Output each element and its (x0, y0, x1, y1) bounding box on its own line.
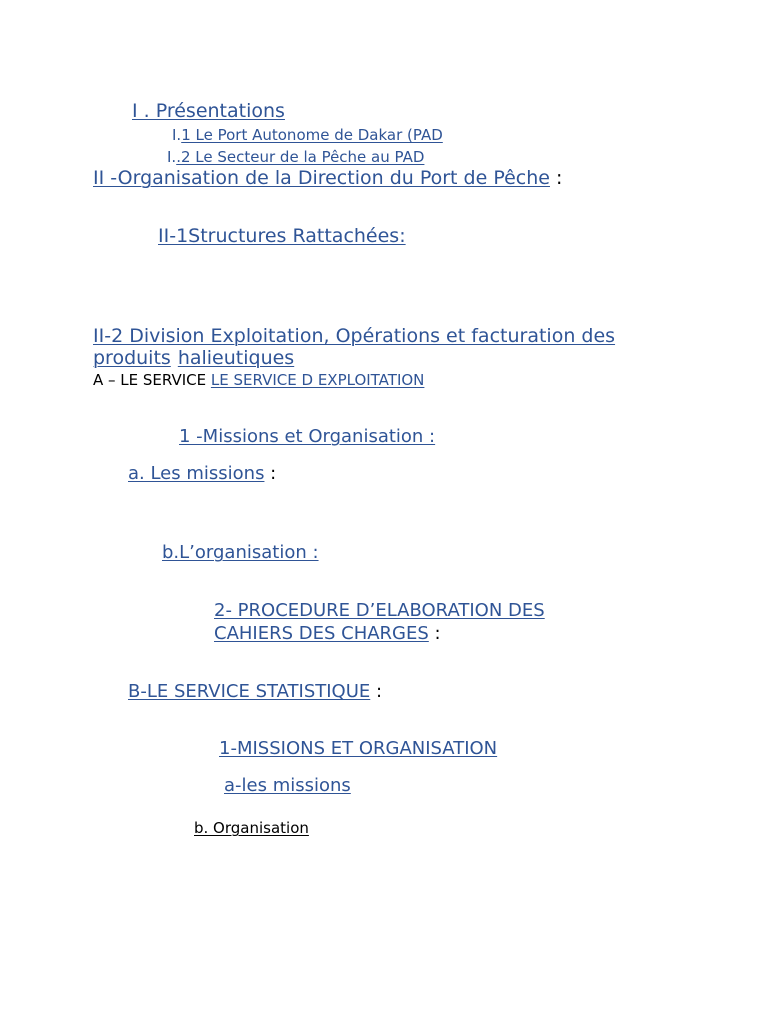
toc-entry-missions-organisation-caps[interactable] (219, 739, 497, 760)
toc-entry-structures[interactable] (158, 226, 406, 248)
toc-link-service-exploitation[interactable]: LE SERVICE D EXPLOITATION (210, 371, 425, 389)
toc-link-service-statistique[interactable]: B-LE SERVICE STATISTIQUE (128, 681, 371, 702)
toc-prefix: I. (167, 148, 177, 166)
toc-link-missions-organisation-caps[interactable]: 1-MISSIONS ET ORGANISATION (219, 738, 498, 759)
toc-entry-division-line1[interactable] (93, 326, 615, 348)
toc-entry-les-missions[interactable] (128, 464, 276, 485)
toc-link-secteur-peche[interactable]: .2 Le Secteur de la Pêche au PAD (176, 148, 425, 166)
toc-link-procedure[interactable]: 2- PROCEDURE D’ELABORATION DES (214, 600, 545, 621)
toc-link-cahiers-charges[interactable]: CAHIERS DES CHARGES (214, 623, 429, 644)
toc-suffix: : (370, 681, 383, 702)
toc-entry-procedure-line1[interactable] (214, 601, 545, 622)
toc-link-les-missions[interactable]: a. Les missions (128, 463, 265, 484)
toc-entry-port-autonome[interactable] (172, 127, 443, 144)
toc-entry-organisation-plain (194, 820, 309, 837)
toc-link-organisation[interactable]: II -Organisation de la Direction du Port de Pêche (93, 167, 550, 189)
toc-link-structures[interactable]: II-1Structures Rattachées: (158, 225, 406, 247)
toc-entry-presentations[interactable] (132, 101, 285, 123)
toc-prefix: I. (172, 126, 182, 144)
toc-link-port-autonome[interactable]: 1 Le Port Autonome de Dakar (PAD (181, 126, 443, 144)
toc-entry-l-organisation[interactable] (162, 543, 319, 564)
toc-link-presentations[interactable]: I . Présentations (132, 100, 285, 122)
toc-link-produits[interactable]: produits (93, 347, 171, 369)
toc-link-l-organisation[interactable]: b.L’organisation : (162, 542, 319, 563)
organisation-plain-text: b. Organisation (194, 819, 309, 837)
toc-entry-les-missions-2[interactable] (224, 776, 351, 797)
toc-entry-procedure-line2[interactable] (214, 624, 441, 645)
toc-link-missions-organisation[interactable]: 1 -Missions et Organisation : (179, 426, 436, 447)
toc-entry-missions-organisation[interactable] (179, 427, 435, 448)
toc-entry-secteur-peche[interactable] (167, 149, 424, 166)
toc-suffix: : (428, 623, 441, 644)
toc-suffix: : (264, 463, 277, 484)
toc-link-division[interactable]: II-2 Division Exploitation, Opérations et facturation des (93, 325, 616, 347)
toc-link-les-missions-2[interactable]: a-les missions (224, 775, 351, 796)
toc-suffix: : (549, 167, 563, 189)
toc-entry-organisation[interactable] (93, 168, 562, 190)
toc-entry-division-line2[interactable] (93, 348, 294, 370)
service-prefix: A – LE SERVICE (93, 371, 211, 389)
toc-link-halieutiques[interactable]: halieutiques (177, 347, 295, 369)
toc-entry-service-exploitation[interactable] (93, 372, 424, 389)
toc-entry-service-statistique[interactable] (128, 682, 382, 703)
